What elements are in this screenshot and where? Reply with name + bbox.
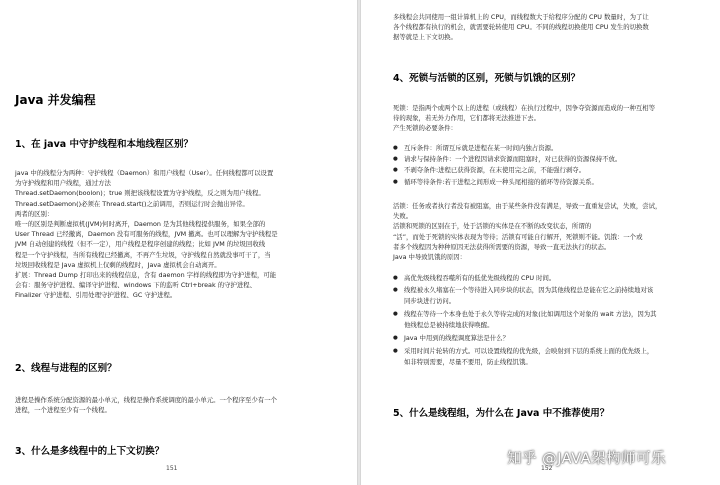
list-item: ● Java 中用到的线程调度算法是什么？: [404, 333, 509, 343]
context-switch-body: [393, 12, 649, 43]
list-item: ● 互斥条件：所谓互斥就是进程在某一时间内独占资源。: [404, 143, 557, 153]
text-line: 死锁：是指两个或两个以上的进程（或线程）在执行过程中，因争夺资源而造成的一种互相等: [393, 104, 656, 112]
text-line: 据等就是上下文切换。: [393, 33, 457, 42]
section-5-heading: 5、什么是线程组，为什么在 Java 中不推荐使用？: [393, 408, 610, 419]
list-item: ● 线程被永久堵塞在一个等待进入同步块的状态，因为其他线程总是能在它之前持续地对该: [404, 285, 653, 295]
section-1-body: [15, 168, 278, 301]
text-line: 待的现象，若无外力作用，它们都将无法推进下去。: [393, 114, 540, 123]
list-item: ● 不剥夺条件:进程已获得资源，在末使用完之前，不能强行剥夺。: [404, 165, 585, 175]
page-number: 152: [541, 465, 553, 472]
text-line: 各个线程都有执行的机会，就需要轮转使用 CPU。不同的线程切换使用 CPU 发生的切换数: [393, 23, 649, 32]
list-item: ● 高优先级线程吞噬所有的低优先级线程的 CPU 时间。: [404, 273, 555, 283]
list-item: ● 循环等待条件:若干进程之间形成一种头尾相接的循环等待资源关系。: [404, 177, 598, 187]
section-2-body: [15, 395, 277, 415]
chapter-title: Java 并发编程: [15, 93, 96, 107]
list-item: ● 请求与保持条件：一个进程因请求资源而阻塞时，对已获得的资源保持不放。: [404, 154, 621, 164]
text-line: Finalizer 守护进程、引用处理守护进程、GC 守护进程。: [15, 291, 177, 300]
text-line: 多线程会共同使用一组计算机上的 CPU，而线程数大于给程序分配的 CPU 数量时，为了让: [393, 13, 649, 21]
watermark-text: 知乎 @JAVA架构师可乐: [507, 451, 667, 467]
list-item-continuation: 他线程总是被持续地获得唤醒。: [404, 321, 494, 329]
deadlock-body: [393, 103, 655, 134]
text-line: 程是一个守护线程，当所有线程已经撤离，不再产生垃圾，守护线程自然就没事可干了，当: [15, 250, 271, 259]
text-line: 唯一的区别是判断虚拟机(JVM)何时离开，Daemon 是为其他线程提供服务，如果全部的: [15, 220, 266, 229]
text-line: “活”，而处于死锁的实体表现为等待；活锁有可能自行解开，死锁则不能。饥饿：一个或: [393, 232, 643, 241]
section-3-heading: 3、什么是多线程中的上下文切换？: [15, 446, 165, 457]
text-line: java 中的线程分为两种：守护线程（Daemon）和用户线程（User）。任何线程都可以设置: [15, 169, 274, 177]
livelock-body: [393, 201, 661, 262]
text-line: 为守护线程和用户线程，通过方法: [15, 179, 111, 188]
text-line: 者多个线程因为种种原因无法获得所需要的资源，导致一直无法执行的状态。: [393, 242, 611, 251]
text-line: 扩展：Thread Dump 打印出来的线程信息，含有 daemon 字样的线程即为守护进程，可能: [15, 271, 277, 280]
list-item-continuation: 如非特别需要，尽量不要用，防止线程饥饿。: [404, 358, 532, 366]
section-4-heading: 4、死锁与活锁的区别，死锁与饥饿的区别？: [393, 73, 581, 84]
text-line: Thread.setDaemon()必须在 Thread.start()之前调用，否则运行时会抛出异常。: [15, 199, 249, 208]
left-page: [0, 0, 357, 485]
text-line: 活锁和死锁的区别在于，处于活锁的实体是在不断的改变状态，所谓的: [393, 222, 592, 231]
text-line: 失败。: [393, 212, 413, 221]
text-line: User Thread 已经撤离，Daemon 没有可服务的线程，JVM 撤离。也可以理解为守护线程是: [15, 230, 278, 239]
right-page: [361, 0, 720, 485]
list-item: ● 线程在等待一个本身也处于永久等待完成的对象(比如调用这个对象的 wait 方法)，因为其: [404, 309, 657, 319]
section-1-heading: 1、在 java 中守护线程和本地线程区别？: [15, 139, 193, 150]
text-line: 进程，一个进程至少有一个线程。: [15, 406, 111, 415]
text-line: 两者的区别：: [15, 209, 54, 218]
list-item: ● 采用时间片轮转的方式。可以设置线程的优先级，会映射到下层的系统上面的优先级上，: [404, 346, 653, 356]
text-line: Thread.setDaemon(boolon)；true 则把该线程设置为守护线程，反之则为用户线程。: [15, 189, 265, 198]
list-item-continuation: 同步块进行访问。: [404, 297, 456, 305]
text-line: 垃圾回收线程是 Java 虚拟机上仅剩的线程时，Java 虚拟机会自动离开。: [15, 260, 221, 269]
text-line: 产生死锁的必要条件：: [393, 124, 457, 133]
text-line: 活锁：任务或者执行者没有被阻塞，由于某些条件没有满足，导致一直重复尝试，失败，尝试，: [393, 202, 662, 210]
page-number: 151: [166, 465, 178, 472]
section-2-heading: 2、线程与进程的区别？: [15, 363, 117, 374]
text-line: Java 中导致饥饿的原因：: [393, 253, 467, 262]
text-line: 进程是操作系统分配资源的最小单元，线程是操作系统调度的最小单元。一个程序至少有一个: [15, 396, 278, 404]
text-line: JVM 自动创建的线程（但不一定），用户线程是程序创建的线程；比如 JVM 的垃圾回收线: [15, 240, 266, 249]
text-line: 会有：服务守护进程、编译守护进程、windows 下的监听 Ctrl+break 的守护进程、: [15, 281, 257, 290]
